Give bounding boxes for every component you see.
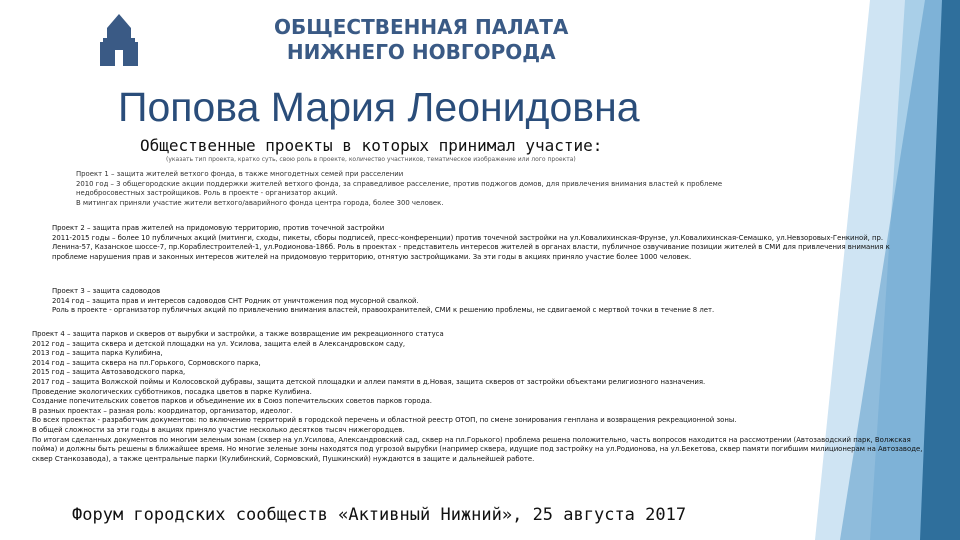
project-2-title: Проект 2 – защита прав жителей на придомовую территорию, против точечной застройки [52, 224, 385, 232]
project-4-line: 2017 год – защита Волжской поймы и Колосовской дубравы, защита детской площадки и аллеи памяти в д.Новая, защита скверов от застройки объектами религиозного назначения. [32, 377, 706, 386]
kremlin-tower-icon [98, 12, 140, 68]
project-4-line: Проведение экологических субботников, посадка цветов в парке Кулибина. [32, 387, 312, 396]
instruction-hint: (указать тип проекта, кратко суть, свою роль в проекте, количество участников, тематическое изображение или лого проекта) [166, 156, 576, 163]
project-3 [52, 287, 920, 316]
project-4-line: По итогам сделанных документов по многим зеленым зонам (сквер на ул.Усилова, Александровский сад, сквер на пл.Горького) проблема решена положительно, часть вопросов находится на рассмотрении (Автозаводский парк, Волжская пойма) и должны быть решены в ближайшее время. Но многие зеленые зоны находятся под угрозой вырубки (например сквера, идущие под застройку на ул.Родионова, на ул.Бекетова, сквер памяти погибшим милиционерам на Автозаводе, сквер Станкозавода), а также центральные парки (Кулибинский, Сормовский, Пушкинский) нуждаются в защите и дальнейшей работе. [32, 435, 923, 463]
section-subtitle: Общественные проекты в которых принимал участие: [140, 136, 603, 155]
project-2 [52, 224, 920, 262]
project-3-role: Роль в проекте - организатор публичных акций по привлечению внимания властей, правоохранителей, СМИ к решению проблемы, не сдвигаемой с мертвой точки в течение 8 лет. [52, 306, 715, 315]
project-1-title: Проект 1 – защита жителей ветхого фонда, в также многодетных семей при расселении [76, 170, 404, 178]
project-1-participants: В митингах приняли участие жители ветхого/аварийного фонда центра города, более 300 человек. [76, 198, 444, 207]
organization-logo [98, 12, 568, 68]
project-4-title: Проект 4 – защита парков и скверов от вырубки и застройки, а также возвращение им рекреационного статуса [32, 330, 444, 338]
project-4-line: Во всех проектах - разработчик документов: по включению территорий в городской перечень и областной реестр ОТОП, по смене зонирования генплана и возвращения рекреационной зоны. [32, 416, 737, 425]
project-2-text: 2011-2015 годы – более 10 публичных акций (митинги, сходы, пикеты, сборы подписей, пресс-конференции) против точечной застройки на ул.Ковалихинская-Фрунзе, ул.Ковалихинская-Семашко, ул.Невзоровых-Генкиной, пр. Ленина-57, Казанское шоссе-7, пр.Кораблестроителей-1, ул.Родионова-186б. Роль в проектах - представитель интересов жителей в органах власти, публичное озвучивание позиции жителей в СМИ для привлечения внимания к проблеме нарушения прав и законных интересов жителей на придомовую территорию, отнятую застройщиками. За эти годы в акциях приняло участие более 1000 человек. [52, 233, 890, 261]
project-4-line: В разных проектах – разная роль: координатор, организатор, идеолог. [32, 406, 293, 415]
project-4-line: 2012 год – защита сквера и детской площадки на ул. Усилова, защита елей в Александровском саду, [32, 339, 406, 348]
logo-line-1: ОБЩЕСТВЕННАЯ ПАЛАТА [274, 15, 569, 39]
project-4-line: Создание попечительских советов парков и объединение их в Союз попечительских советов парков города. [32, 397, 432, 406]
project-4 [32, 330, 924, 464]
project-4-line: В общей сложности за эти годы в акциях приняло участие несколько десятков тысяч нижегородцев. [32, 425, 405, 434]
project-4-line: 2014 год – защита сквера на пл.Горького, Сормовского парка, [32, 358, 261, 367]
logo-line-2: НИЖНЕГО НОВГОРОДА [286, 40, 556, 64]
project-1 [76, 170, 760, 208]
project-3-text: 2014 год – защита прав и интересов садоводов СНТ Родник от уничтожения под мусорной свалкой. [52, 296, 419, 305]
project-1-text: 2010 год – 3 общегородские акции поддержки жителей ветхого фонда, за справедливое расселение, против поджогов домов, для привлечения внимания властей к проблеме недобросовестных застройщиков. Роль в проекте - организатор акций. [76, 179, 723, 198]
person-name: Попова Мария Леонидовна [118, 84, 640, 130]
event-footer: Форум городских сообществ «Активный Нижний», 25 августа 2017 [72, 505, 687, 525]
project-4-line: 2013 год – защита парка Кулибина, [32, 349, 163, 358]
project-4-line: 2015 год – защита Автозаводского парка, [32, 368, 186, 377]
project-3-title: Проект 3 – защита садоводов [52, 287, 161, 295]
